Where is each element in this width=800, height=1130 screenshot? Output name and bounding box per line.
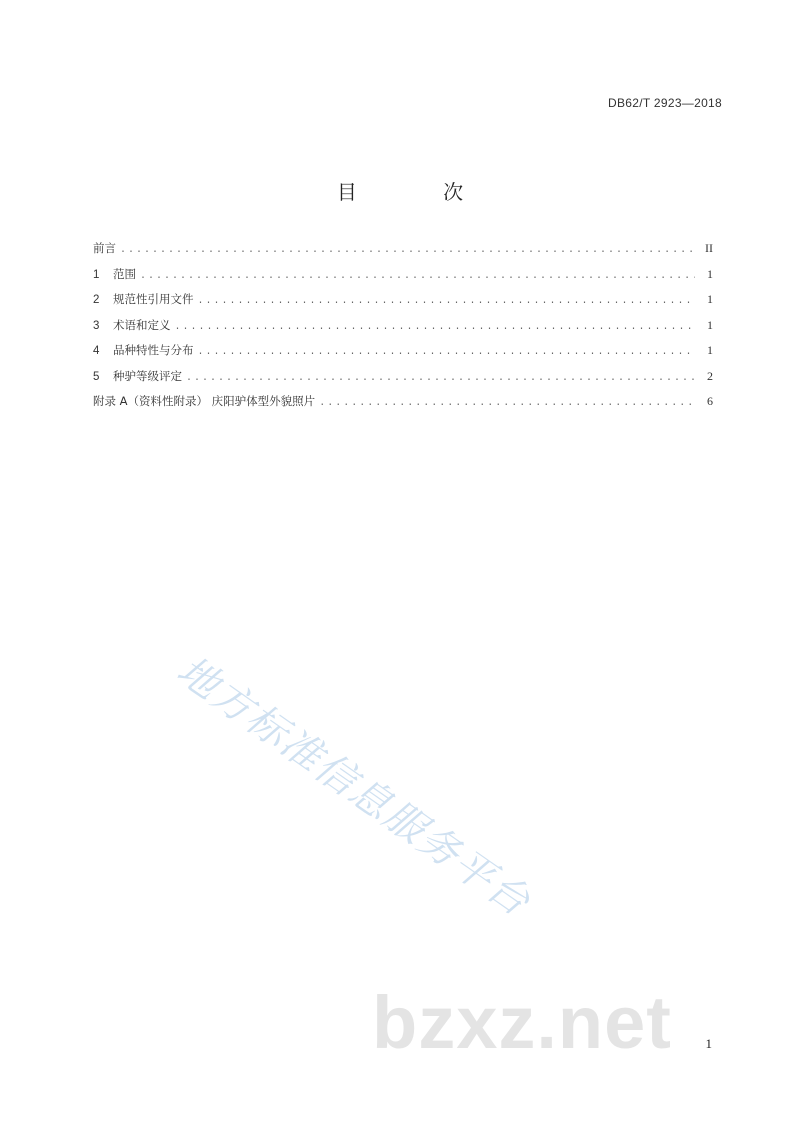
toc-entry-number: 1 (93, 268, 100, 281)
toc-entry-page: 1 (707, 266, 713, 281)
toc-entry-normative-references[interactable] (93, 291, 713, 317)
toc-leader-dots (175, 322, 696, 333)
toc-leader-dots (198, 347, 696, 358)
toc-entry-label: 种驴等级评定 (113, 368, 182, 383)
page-number: 1 (705, 1036, 712, 1051)
toc-leader-dots (120, 245, 695, 256)
toc-leader-dots (319, 398, 695, 409)
toc-entry-page: 6 (707, 394, 713, 408)
toc-entry-label: 规范性引用文件 (113, 292, 194, 306)
toc-entry-label: 附录 A（资料性附录） 庆阳驴体型外貌照片 (93, 394, 316, 408)
toc-entry-page: 1 (707, 317, 713, 332)
toc-entry-terms-definitions[interactable] (93, 317, 713, 343)
toc-entry-breed-characteristics[interactable] (93, 342, 713, 368)
toc-entry-number: 2 (93, 294, 100, 306)
toc-entry-number: 3 (93, 319, 100, 332)
toc-entry-appendix-a[interactable] (93, 393, 713, 419)
toc-entry-page: 1 (707, 292, 713, 306)
table-of-contents (93, 240, 713, 419)
toc-entry-label: 术语和定义 (113, 317, 171, 332)
toc-entry-scope[interactable] (93, 266, 713, 292)
toc-entry-label: 范围 (113, 266, 136, 281)
toc-entry-foreword[interactable] (93, 240, 713, 266)
platform-watermark: 地方标准信息服务平台 (168, 647, 539, 926)
toc-entry-label: 品种特性与分布 (113, 343, 194, 357)
standard-code: DB62/T 2923—2018 (608, 96, 722, 110)
toc-entry-number: 5 (93, 370, 100, 383)
toc-leader-dots (186, 373, 695, 384)
toc-leader-dots (140, 271, 695, 282)
site-watermark: bzxz.net (372, 981, 672, 1064)
toc-title: 目 次 (336, 180, 504, 204)
toc-entry-number: 4 (93, 345, 100, 357)
toc-entry-grade-evaluation[interactable] (93, 368, 713, 394)
toc-entry-label: 前言 (93, 241, 116, 255)
toc-entry-page: II (705, 241, 713, 255)
toc-leader-dots (198, 296, 696, 307)
toc-entry-page: 1 (707, 343, 713, 357)
toc-entry-page: 2 (707, 368, 713, 383)
